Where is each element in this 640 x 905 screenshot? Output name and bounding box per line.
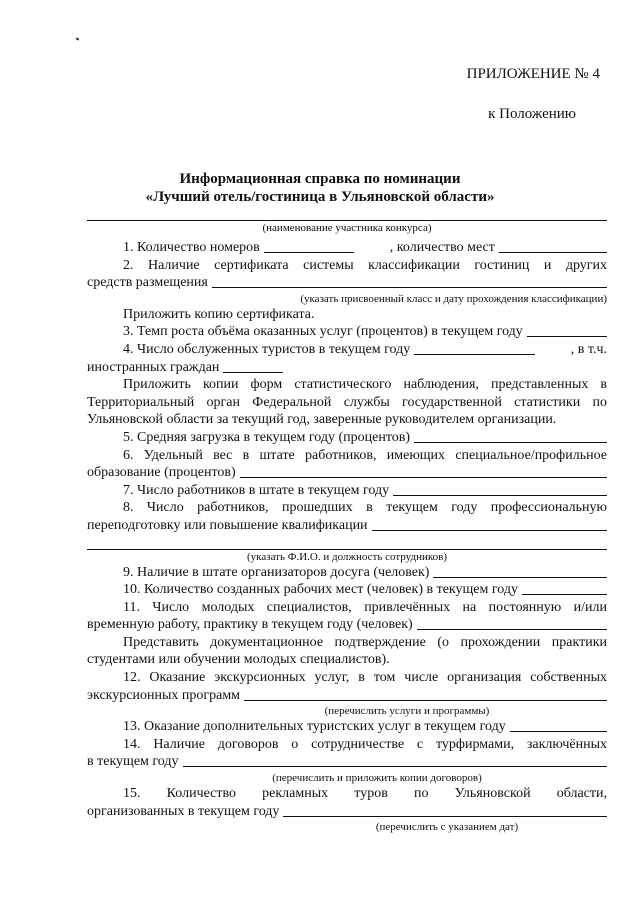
item-4-foreign-label: иностранных граждан [87, 359, 220, 375]
rooms-field[interactable] [264, 251, 354, 253]
participant-hint: (наименование участника конкурса) [262, 222, 432, 234]
item-5 [87, 429, 607, 447]
item-11-line1: 11. Число молодых специалистов, привлечённых на постоянную и/или [123, 599, 607, 615]
young-specialists-field[interactable] [417, 628, 607, 630]
classification-hint: (указать присвоенный класс и дату прохождения классификации) [300, 292, 607, 305]
item-7-label: 7. Число работников в штате в текущем году [123, 482, 390, 498]
additional-services-field[interactable] [510, 730, 607, 732]
document-title-line1: Информационная справка по номинации [179, 171, 461, 187]
item-2-line1: 2. Наличие сертификата системы классификации гостиниц и других [123, 257, 607, 273]
tourists-field[interactable] [414, 353, 535, 355]
documentation-note: Представить документационное подтверждение (о прохождении практики студентами или обучении молодых специалистов). [87, 634, 607, 668]
item-13 [87, 718, 607, 736]
item-8-label: переподготовку или повышение квалификации [87, 517, 368, 533]
item-1-rooms-label: 1. Количество номеров [123, 240, 260, 255]
services-hint: (перечислить услуги и программы) [324, 705, 490, 718]
item-4-including: , в т.ч. [570, 341, 607, 357]
item-5-label: 5. Средняя загрузка в текущем году (процентов) [123, 429, 411, 445]
contracts-field[interactable] [183, 765, 607, 767]
item-2 [87, 274, 607, 292]
item-4-label: 4. Число обслуженных туристов в текущем году [123, 341, 411, 357]
regulation-label: к Положению [488, 106, 576, 122]
education-share-field[interactable] [240, 476, 607, 478]
item-2-label: средств размещения [87, 275, 208, 291]
item-10 [87, 581, 607, 599]
item-6 [87, 464, 607, 482]
promo-tours-field[interactable] [283, 815, 607, 817]
item-9 [87, 564, 607, 582]
item-14 [87, 753, 607, 771]
form-content [87, 208, 607, 834]
item-15 [87, 803, 607, 821]
item-12-line1: 12. Оказание экскурсионных услуг, в том числе организация собственных [123, 670, 607, 686]
item-14-label: в текущем году [87, 754, 179, 770]
certificate-field[interactable] [212, 286, 607, 288]
item-14-line1: 14. Наличие договоров о сотрудничестве с турфирмами, заключённых [123, 736, 607, 752]
item-3 [87, 323, 607, 341]
contracts-hint: (перечислить и приложить копии договоров) [272, 772, 482, 785]
item-10-label: 10. Количество созданных рабочих мест (человек) в текущем году [123, 582, 518, 598]
item-12-label: экскурсионных программ [87, 687, 241, 703]
item-15-label: организованных в текущем году [87, 803, 280, 819]
places-field[interactable] [499, 251, 607, 253]
item-15-line1: 15. Количество рекламных туров по Ульяновской области, [123, 786, 607, 802]
item-9-label: 9. Наличие в штате организаторов досуга (человек) [123, 564, 430, 580]
dates-hint: (перечислить с указанием дат) [375, 821, 519, 834]
item-12 [87, 687, 607, 705]
staff-list-field[interactable] [87, 535, 607, 550]
foreign-tourists-field[interactable] [223, 371, 283, 373]
item-1-places-label: , количество мест [389, 240, 495, 255]
item-8-line1: 8. Число работников, прошедших в текущем году профессиональную [123, 500, 607, 516]
training-field[interactable] [372, 529, 607, 531]
growth-rate-field[interactable] [527, 335, 607, 337]
statistics-note: Приложить копии форм статистического наблюдения, представленных в Территориальный орган Федеральной службы государственной статистики по Ульяновской области за текущий год, заверенные руководителем организации. [87, 377, 607, 428]
item-7 [87, 482, 607, 500]
appendix-label: ПРИЛОЖЕНИЕ № 4 [466, 66, 600, 82]
document-title-line2: «Лучший отель/гостиница в Ульяновской области» [145, 189, 495, 205]
item-6-label: образование (процентов) [87, 465, 236, 481]
new-jobs-field[interactable] [522, 593, 607, 595]
occupancy-field[interactable] [414, 441, 607, 443]
certificate-note: Приложить копию сертификата. [123, 306, 315, 322]
staff-hint: (указать Ф.И.О. и должность сотрудников) [247, 550, 447, 563]
item-1 [87, 239, 607, 257]
item-13-label: 13. Оказание дополнительных туристских услуг в текущем году [123, 719, 506, 735]
item-3-label: 3. Темп роста объёма оказанных услуг (процентов) в текущем году [123, 324, 523, 340]
leisure-organizers-field[interactable] [433, 576, 607, 578]
item-4-foreign [87, 359, 607, 377]
excursions-field[interactable] [244, 699, 607, 701]
staff-count-field[interactable] [393, 494, 607, 496]
item-4 [87, 341, 607, 359]
item-6-line1: 6. Удельный вес в штате работников, имеющих специальное/профильное [123, 447, 607, 463]
item-8 [87, 517, 607, 535]
item-11-label: временную работу, практику в текущем году (человек) [87, 617, 413, 633]
scan-mark [76, 37, 80, 40]
item-11 [87, 616, 607, 634]
participant-field[interactable] [87, 208, 607, 221]
